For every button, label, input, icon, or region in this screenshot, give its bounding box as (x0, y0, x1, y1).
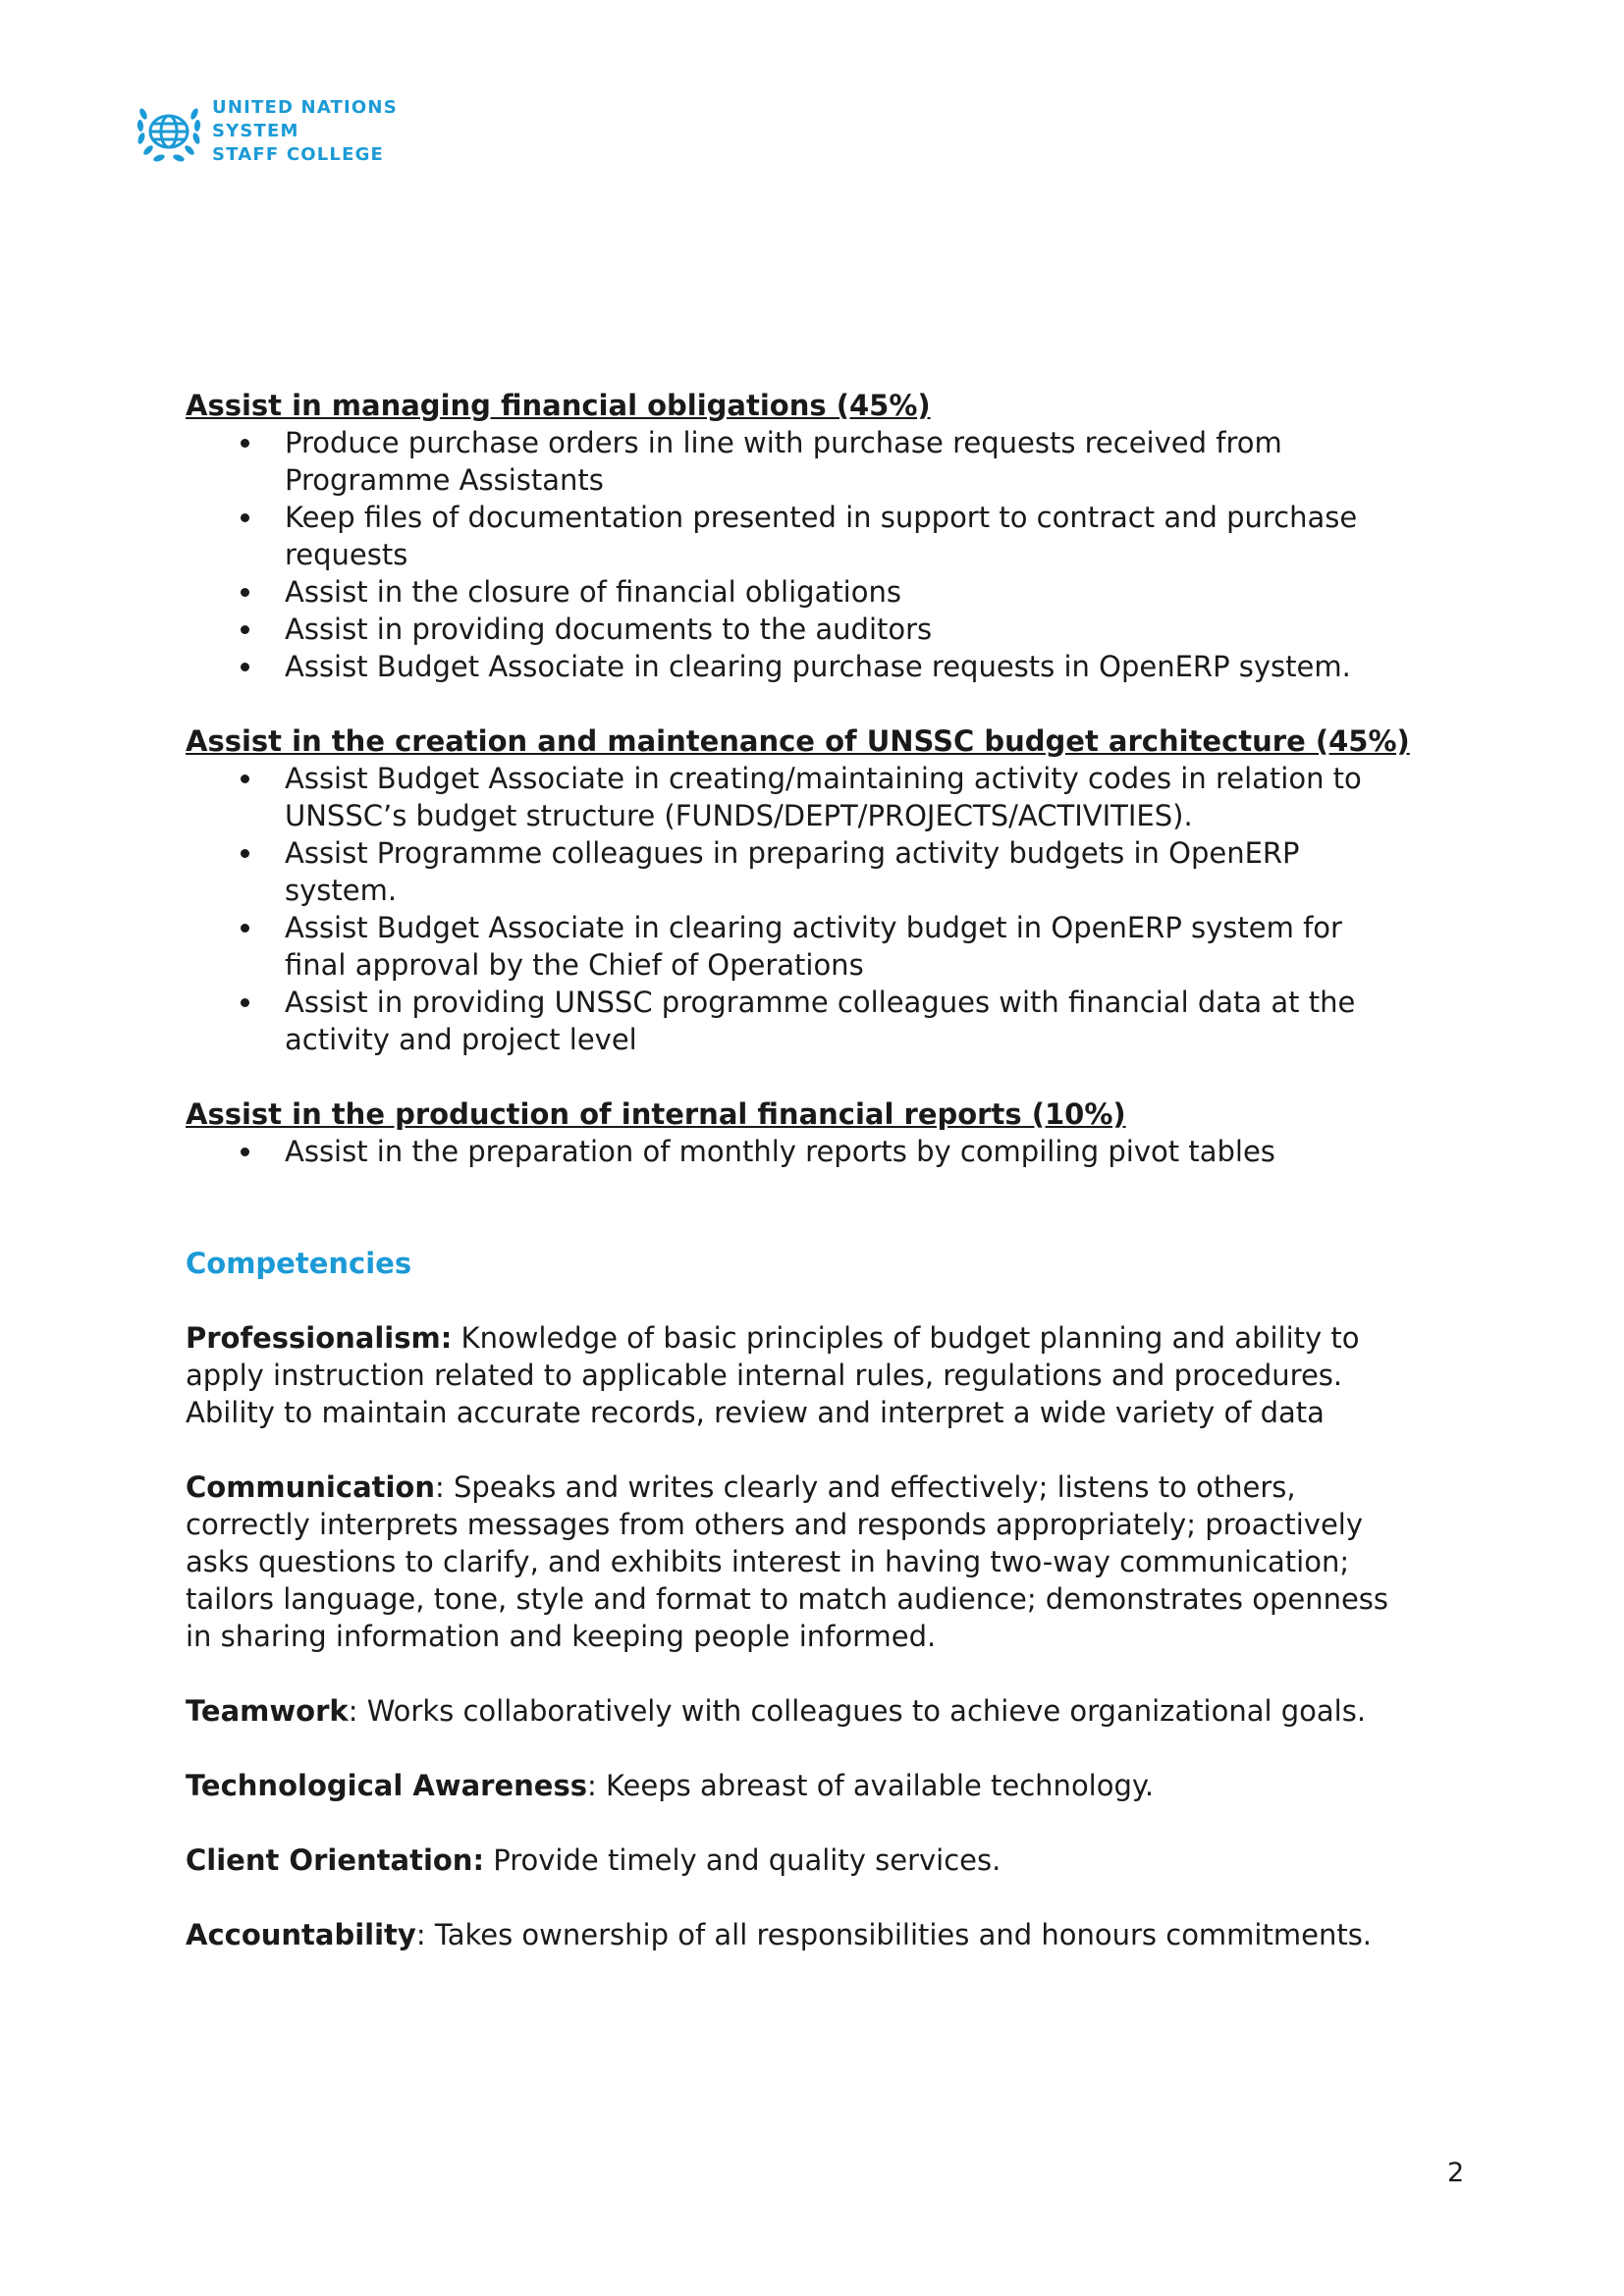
bullet-line: requests (285, 538, 408, 571)
bullet-line: Keep files of documentation presented in support to contract and purchase (285, 501, 1358, 534)
competency-text: : Takes ownership of all responsibilities and honours commitments. (415, 1918, 1373, 1951)
bullet-dot (241, 1148, 249, 1156)
competency-term: Accountability (186, 1918, 416, 1951)
bullet-dot (241, 439, 249, 448)
bullet-dot (241, 513, 249, 522)
competency-line: Ability to maintain accurate records, review and interpret a wide variety of data (186, 1396, 1325, 1429)
competency-text: Provide timely and quality services. (484, 1843, 1001, 1877)
competency-term: Client Orientation: (186, 1843, 485, 1877)
competency-client-orientation (186, 1842, 1472, 1879)
competency-text: Knowledge of basic principles of budget planning and ability to (452, 1321, 1360, 1355)
competency-term: Technological Awareness (186, 1769, 587, 1802)
logo-line-3: STAFF COLLEGE (212, 144, 385, 165)
competency-line: in sharing information and keeping people informed. (186, 1620, 937, 1653)
competency-line: apply instruction related to applicable internal rules, regulations and procedures. (186, 1359, 1343, 1392)
spacer (186, 1804, 1462, 1842)
bullet-dot (241, 588, 249, 597)
competency-line (186, 1468, 1472, 1506)
spacer (186, 1431, 1462, 1468)
bullet-item (186, 424, 1463, 499)
spacer (186, 1730, 1462, 1767)
section-heading: Assist in the production of internal financial reports (10%) (186, 1097, 1126, 1131)
unssc-logo (132, 96, 398, 167)
spacer (186, 1282, 1462, 1319)
competency-line (186, 1319, 1472, 1357)
spacer (186, 1058, 1462, 1095)
bullet-dot (241, 774, 249, 783)
bullet-line: system. (285, 874, 398, 907)
bullet-line: Assist Budget Associate in creating/maintaining activity codes in relation to (285, 762, 1362, 795)
competency-line (186, 1916, 1472, 1953)
bullet-line: Programme Assistants (285, 463, 604, 497)
bullet-dot (241, 998, 249, 1007)
competency-technological-awareness (186, 1767, 1472, 1804)
document-body (186, 387, 1462, 1953)
bullet-line: final approval by the Chief of Operations (285, 948, 864, 982)
competency-term: Teamwork (186, 1694, 349, 1728)
spacer (186, 1655, 1462, 1692)
un-globe-laurel-icon (132, 96, 202, 167)
bullet-list (186, 760, 1462, 1058)
competency-text: : Speaks and writes clearly and effectively; listens to others, (435, 1470, 1296, 1504)
bullet-line: Assist Budget Associate in clearing activity budget in OpenERP system for (285, 911, 1342, 944)
bullet-dot (241, 625, 249, 634)
competency-term: Communication (186, 1470, 436, 1504)
competency-line (186, 1842, 1472, 1879)
bullet-line: UNSSC’s budget structure (FUNDS/DEPT/PROJECTS/ACTIVITIES). (285, 799, 1193, 832)
bullet-line: Produce purchase orders in line with purchase requests received from (285, 426, 1282, 459)
competency-line (186, 1692, 1472, 1730)
bullet-item (186, 1133, 1463, 1170)
bullet-line: activity and project level (285, 1023, 637, 1056)
spacer (186, 1879, 1462, 1916)
spacer (186, 685, 1462, 722)
logo-line-2: SYSTEM (212, 121, 299, 141)
competency-accountability (186, 1916, 1472, 1953)
bullet-line: Assist in providing documents to the auditors (285, 613, 933, 646)
bullet-dot (241, 849, 249, 858)
competency-text: : Works collaboratively with colleagues to achieve organizational goals. (348, 1694, 1367, 1728)
bullet-item (186, 573, 1463, 611)
competencies-heading: Competencies (186, 1247, 412, 1280)
bullet-dot (241, 663, 249, 671)
bullet-line: Assist Programme colleagues in preparing activity budgets in OpenERP (285, 836, 1300, 870)
bullet-dot (241, 924, 249, 933)
spacer (186, 1170, 1462, 1245)
bullet-item (186, 499, 1463, 573)
competency-line: tailors language, tone, style and format to match audience; demonstrates openness (186, 1582, 1389, 1616)
bullet-list (186, 424, 1462, 685)
competency-line: correctly interprets messages from others and responds appropriately; proactively (186, 1508, 1364, 1541)
section-heading: Assist in managing financial obligations (45%) (186, 389, 931, 422)
bullet-line: Assist in the closure of financial obligations (285, 575, 901, 609)
competency-line: asks questions to clarify, and exhibits interest in having two-way communication; (186, 1545, 1350, 1578)
bullet-item (186, 648, 1463, 685)
bullet-list (186, 1133, 1462, 1170)
competency-text: : Keeps abreast of available technology. (586, 1769, 1155, 1802)
bullet-item (186, 834, 1463, 909)
bullet-item (186, 984, 1463, 1058)
logo-line-1: UNITED NATIONS (212, 97, 398, 118)
bullet-line: Assist Budget Associate in clearing purchase requests in OpenERP system. (285, 650, 1351, 683)
bullet-item (186, 760, 1463, 834)
bullet-line: Assist in the preparation of monthly reports by compiling pivot tables (285, 1135, 1275, 1168)
bullet-item (186, 909, 1463, 984)
competency-communication (186, 1468, 1472, 1655)
competency-teamwork (186, 1692, 1472, 1730)
bullet-line: Assist in providing UNSSC programme colleagues with financial data at the (285, 986, 1356, 1019)
competency-professionalism (186, 1319, 1472, 1431)
section-heading: Assist in the creation and maintenance of UNSSC budget architecture (45%) (186, 724, 1410, 758)
logo-wordmark (212, 96, 398, 167)
page-number: 2 (1447, 2158, 1465, 2188)
competency-line (186, 1767, 1472, 1804)
bullet-item (186, 611, 1463, 648)
competency-term: Professionalism: (186, 1321, 453, 1355)
